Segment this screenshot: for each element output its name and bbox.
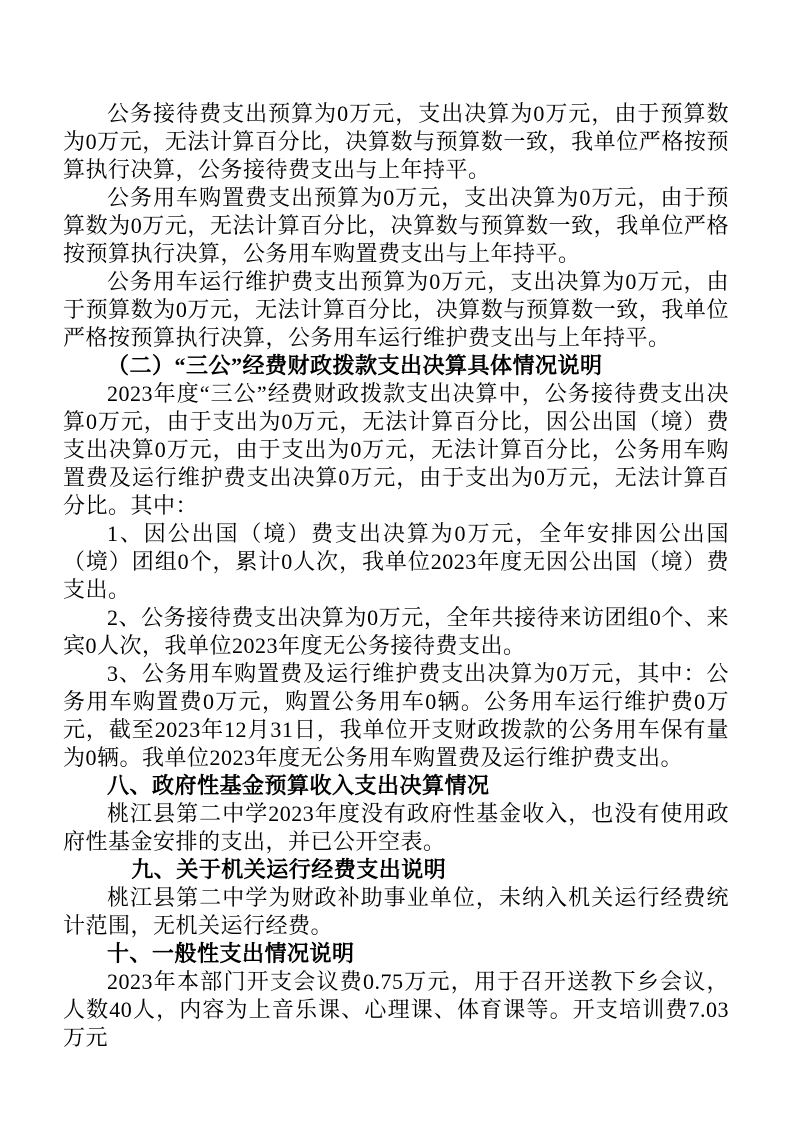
paragraph: 公务用车购置费支出预算为0万元，支出决算为0万元，由于预算数为0万元，无法计算百分比，决算数与预算数一致，我单位严格按预算执行决算，公务用车购置费支出与上年持平。 (63, 185, 729, 266)
section-heading-ten: 十、一般性支出情况说明 (107, 941, 355, 966)
document-content (63, 100, 729, 1052)
paragraph: 公务接待费支出预算为0万元，支出决算为0万元，由于预算数为0万元，无法计算百分比，决算数与预算数一致，我单位严格按预算执行决算，公务接待费支出与上年持平。 (63, 101, 729, 182)
list-item-1: 1、因公出国（境）费支出决算为0万元，全年安排因公出国（境）团组0个，累计0人次，我单位2023年度无因公出国（境）费支出。 (63, 521, 729, 602)
paragraph: 2023年本部门开支会议费0.75万元，用于召开送教下乡会议，人数40人，内容为上音乐课、心理课、体育课等。开支培训费7.03万元 (63, 969, 729, 1050)
list-item-2: 2、公务接待费支出决算为0万元，全年共接待来访团组0个、来宾0人次，我单位2023年度无公务接待费支出。 (63, 605, 729, 658)
paragraph: 2023年度“三公”经费财政拨款支出决算中，公务接待费支出决算0万元，由于支出为0万元，无法计算百分比，因公出国（境）费支出决算0万元，由于支出为0万元，无法计算百分比，公务用车购置费及运行维护费支出决算0万元，由于支出为0万元，无法计算百分比。其中： (63, 381, 729, 518)
list-item-3: 3、公务用车购置费及运行维护费支出决算为0万元，其中：公务用车购置费0万元，购置公务用车0辆。公务用车运行维护费0万元，截至2023年12月31日，我单位开支财政拨款的公务用车保有量为0辆。我单位2023年度无公务用车购置费及运行维护费支出。 (63, 661, 729, 770)
section-heading-eight: 八、政府性基金预算收入支出决算情况 (107, 773, 490, 798)
paragraph: 桃江县第二中学为财政补助事业单位，未纳入机关运行经费统计范围，无机关运行经费。 (63, 885, 729, 938)
section-heading-san-gong: （二）“三公”经费财政拨款支出决算具体情况说明 (107, 353, 603, 378)
paragraph: 公务用车运行维护费支出预算为0万元，支出决算为0万元，由于预算数为0万元，无法计算百分比，决算数与预算数一致，我单位严格按预算执行决算，公务用车运行维护费支出与上年持平。 (63, 269, 729, 350)
section-heading-nine: 九、关于机关运行经费支出说明 (131, 857, 447, 882)
paragraph: 桃江县第二中学2023年度没有政府性基金收入，也没有使用政府性基金安排的支出，并已公开空表。 (63, 801, 729, 854)
